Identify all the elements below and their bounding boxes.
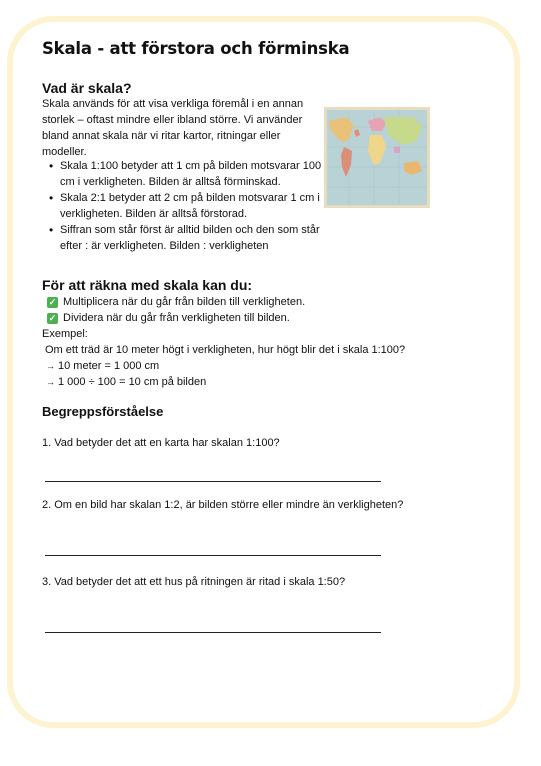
world-map-image bbox=[324, 107, 430, 208]
check-box-icon: ✓ bbox=[48, 297, 57, 308]
answer-line-3[interactable] bbox=[45, 632, 381, 633]
question-1: 1. Vad betyder det att en karta har skalan 1:100? bbox=[42, 437, 280, 449]
page-title: Skala - att förstora och förminska bbox=[42, 39, 350, 58]
example-step bbox=[42, 374, 405, 390]
bullet-item: • Siffran som står först är alltid bilden och den som står efter : är verkligheten. Bilden : verkligheten bbox=[60, 222, 338, 254]
check-item bbox=[47, 295, 305, 311]
example-label: Exempel: bbox=[42, 328, 88, 340]
method-checklist bbox=[47, 295, 305, 326]
check-item-label: Dividera när du går från verkligheten till bilden. bbox=[63, 311, 290, 324]
example-step bbox=[42, 358, 405, 374]
arrow-right-icon: → bbox=[46, 377, 55, 387]
answer-line-2[interactable] bbox=[45, 555, 381, 556]
question-2: 2. Om en bild har skalan 1:2, är bilden större eller mindre än verkligheten? bbox=[42, 499, 404, 511]
section-heading-scale: Vad är skala? bbox=[42, 80, 132, 96]
bullet-item: • Skala 1:100 betyder att 1 cm på bilden motsvarar 100 cm i verkligheten. Bilden är alltså förminskad. bbox=[60, 158, 338, 190]
example-question: Om ett träd är 10 meter högt i verkligheten, hur högt blir det i skala 1:100? bbox=[45, 344, 406, 356]
example-block bbox=[42, 326, 405, 390]
arrow-right-icon: → bbox=[46, 361, 55, 371]
intro-paragraph: Skala används för att visa verkliga föremål i en annan storlek – oftast mindre eller ibland större. Vi använder bland annat skala när vi ritar kartor, ritningar eller modeller. bbox=[42, 98, 304, 158]
example-step-text: 10 meter = 1 000 cm bbox=[58, 360, 160, 372]
question-3: 3. Vad betyder det att ett hus på ritningen är ritad i skala 1:50? bbox=[42, 576, 346, 588]
example-step-text: 1 000 ÷ 100 = 10 cm på bilden bbox=[58, 376, 207, 388]
check-box-icon: ✓ bbox=[48, 312, 57, 323]
check-item-label: Multiplicera när du går från bilden till verkligheten. bbox=[63, 296, 306, 308]
scale-bullet-list bbox=[42, 158, 338, 254]
bullet-item: • Skala 2:1 betyder att 2 cm på bilden motsvarar 1 cm i verkligheten. Bilden är alltså förstorad. bbox=[60, 190, 338, 222]
check-item bbox=[47, 311, 305, 327]
section-heading-calculate: För att räkna med skala kan du: bbox=[42, 277, 253, 293]
section-heading-concepts: Begreppsförståelse bbox=[42, 404, 164, 419]
answer-line-1[interactable] bbox=[45, 481, 381, 482]
